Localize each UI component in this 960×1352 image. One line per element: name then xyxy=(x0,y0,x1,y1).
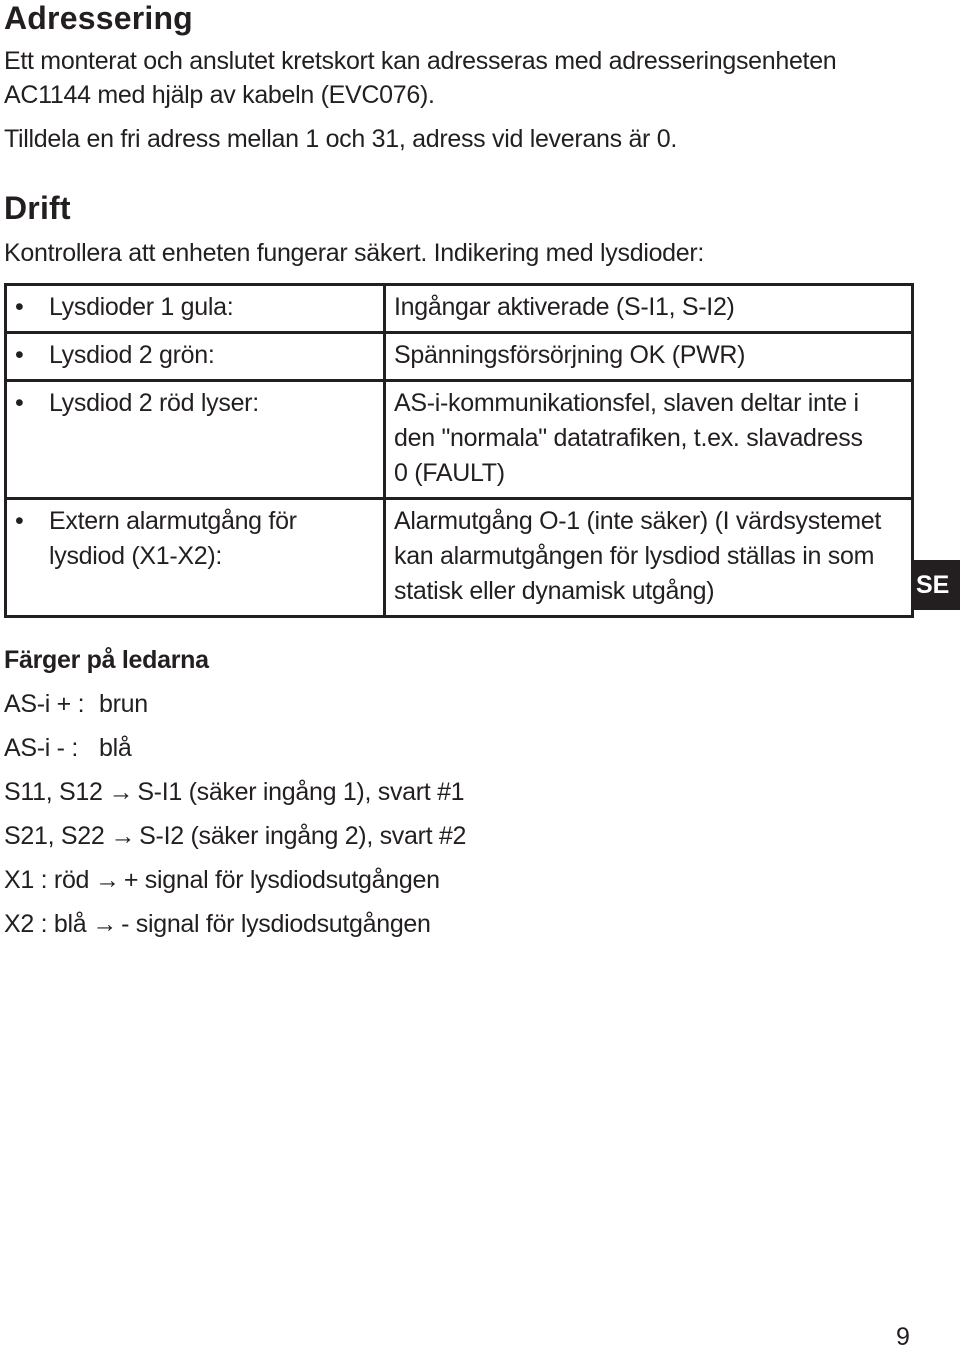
heading-adressering: Adressering xyxy=(4,0,193,36)
wire-x1 xyxy=(4,861,440,899)
table-row xyxy=(6,381,913,499)
language-tab-se: SE xyxy=(912,560,960,610)
led-description-line: kan alarmutgången för lysdiod ställas in som xyxy=(394,542,875,570)
led-label-cell xyxy=(6,285,385,333)
led-label: Lysdiod 2 röd lyser: xyxy=(49,389,259,417)
paragraph-address-range: Tilldela en fri adress mellan 1 och 31, adress vid leverans är 0. xyxy=(4,125,677,153)
wire-color: brun xyxy=(99,690,148,718)
led-label-cell xyxy=(6,381,385,499)
wire-asi-plus xyxy=(4,685,148,723)
bullet: • xyxy=(15,341,24,369)
arrow-right-icon: → xyxy=(92,910,118,938)
paragraph-addressing xyxy=(4,44,836,112)
led-label-cell xyxy=(6,499,385,617)
led-description: Spänningsförsörjning OK (PWR) xyxy=(394,341,746,369)
paragraph-line: AC1144 med hjälp av kabeln (EVC076). xyxy=(4,81,435,109)
led-description-cell xyxy=(385,499,913,617)
page-number: 9 xyxy=(896,1323,910,1351)
table-row xyxy=(6,285,913,333)
bullet: • xyxy=(15,507,24,535)
led-description-cell xyxy=(385,381,913,499)
wire-terminals: X1 : röd xyxy=(4,866,90,894)
led-label-line: Extern alarmutgång för xyxy=(49,507,297,535)
bullet: • xyxy=(15,389,24,417)
led-description-line: AS-i-kommunikationsfel, slaven deltar inte i xyxy=(394,389,859,417)
led-label-line: lysdiod (X1-X2): xyxy=(49,542,223,570)
led-label: Lysdioder 1 gula: xyxy=(49,293,234,321)
led-description: Ingångar aktiverade (S-I1, S-I2) xyxy=(394,293,735,321)
paragraph-line: Ett monterat och anslutet kretskort kan adresseras med adresseringsenheten xyxy=(4,47,837,75)
table-row xyxy=(6,333,913,381)
led-description-cell xyxy=(385,285,913,333)
wire-asi-minus xyxy=(4,729,131,767)
wire-x2 xyxy=(4,905,431,943)
led-label-cell xyxy=(6,333,385,381)
led-description-line: statisk eller dynamisk utgång) xyxy=(394,577,715,605)
wire-label: AS-i - : xyxy=(4,734,78,762)
wire-colors-heading: Färger på ledarna xyxy=(4,646,209,674)
table-row xyxy=(6,499,913,617)
wire-description: - signal för lysdiodsutgången xyxy=(121,910,431,938)
led-description-line: 0 (FAULT) xyxy=(394,459,505,487)
arrow-right-icon: → xyxy=(110,822,136,850)
heading-drift: Drift xyxy=(4,190,71,226)
wire-s11-s12 xyxy=(4,773,464,811)
bullet: • xyxy=(15,293,24,321)
led-description-cell xyxy=(385,333,913,381)
led-description-line: Alarmutgång O-1 (inte säker) (I värdsystemet xyxy=(394,507,881,535)
wire-s21-s22 xyxy=(4,817,466,855)
wire-terminals: S21, S22 xyxy=(4,822,105,850)
wire-color: blå xyxy=(99,734,132,762)
led-description-line: den "normala" datatrafiken, t.ex. slavadress xyxy=(394,424,863,452)
paragraph-drift-intro: Kontrollera att enheten fungerar säkert. Indikering med lysdioder: xyxy=(4,239,705,267)
wire-label: AS-i + : xyxy=(4,690,85,718)
led-indication-table xyxy=(4,283,914,618)
wire-description: + signal för lysdiodsutgången xyxy=(123,866,440,894)
arrow-right-icon: → xyxy=(95,866,120,894)
wire-description: S-I2 (säker ingång 2), svart #2 xyxy=(139,822,467,850)
wire-description: S-I1 (säker ingång 1), svart #1 xyxy=(137,778,465,806)
wire-terminals: S11, S12 xyxy=(4,778,103,806)
arrow-right-icon: → xyxy=(108,778,134,806)
led-label: Lysdiod 2 grön: xyxy=(49,341,215,369)
wire-terminals: X2 : blå xyxy=(4,910,87,938)
